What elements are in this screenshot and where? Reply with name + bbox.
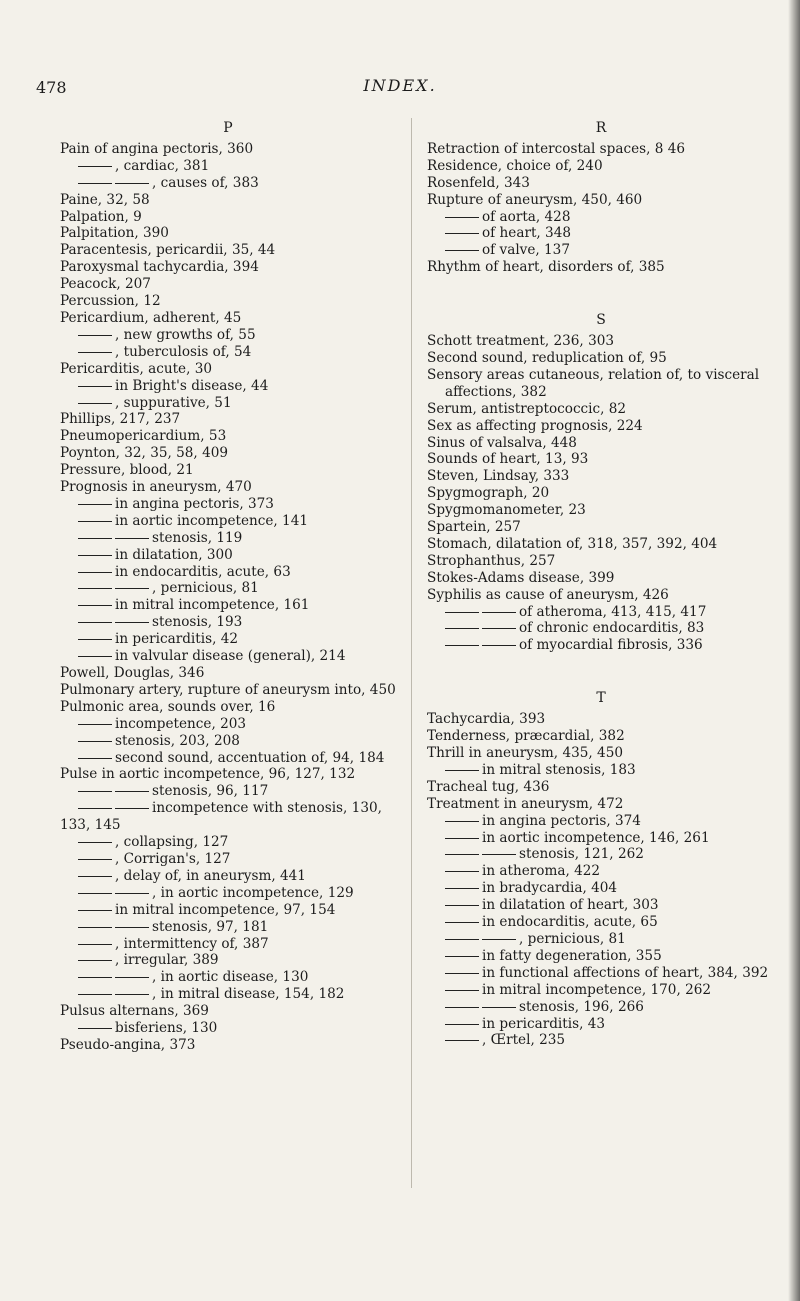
index-entry-text: Tenderness, præcardial, 382: [427, 728, 625, 745]
ditto-dash: [78, 335, 112, 336]
ditto-dash: [445, 939, 479, 940]
running-head: INDEX.: [363, 76, 437, 95]
ditto-dash: [78, 1028, 112, 1029]
ditto-dash: [445, 612, 479, 613]
ditto-dash: [115, 588, 149, 589]
ditto-dash: [445, 973, 479, 974]
index-entry-text: second sound, accentuation of, 94, 184: [115, 749, 385, 766]
ditto-dash: [445, 888, 479, 889]
index-entry: [60, 783, 396, 800]
index-entry: [427, 175, 775, 192]
index-entry-text: in bradycardia, 404: [482, 880, 618, 897]
index-entry: [60, 733, 396, 750]
index-entry-text: Steven, Lindsay, 333: [427, 468, 570, 485]
index-column-left: [60, 120, 396, 1054]
index-entry: [427, 570, 775, 587]
index-entry: [60, 158, 396, 175]
ditto-dash: [78, 944, 112, 945]
index-entry-text: , new growths of, 55: [115, 326, 256, 343]
ditto-dash: [482, 612, 516, 613]
index-entry-text: Pericardium, adherent, 45: [60, 309, 242, 326]
ditto-dash: [78, 166, 112, 167]
index-entry-text: Treatment in aneurysm, 472: [427, 795, 624, 812]
index-entry-text: of heart, 348: [482, 225, 571, 242]
index-entry-text: in endocarditis, acute, 65: [482, 914, 658, 931]
index-entry: [427, 333, 775, 350]
index-entry: [427, 158, 775, 175]
ditto-dash: [78, 572, 112, 573]
index-entry: [427, 451, 775, 468]
ditto-dash: [445, 628, 479, 629]
index-entry-text: , in aortic disease, 130: [152, 969, 309, 986]
index-entry: [60, 445, 396, 462]
ditto-dash: [78, 639, 112, 640]
ditto-dash: [78, 977, 112, 978]
index-entry-text: Rhythm of heart, disorders of, 385: [427, 259, 665, 276]
index-entry: [60, 919, 396, 936]
index-entry: [60, 766, 396, 783]
index-entry-text: Percussion, 12: [60, 293, 161, 310]
ditto-dash: [115, 808, 149, 809]
ditto-dash: [115, 893, 149, 894]
index-entry: [60, 310, 396, 327]
index-entry-text: , causes of, 383: [152, 174, 259, 191]
index-entry: [60, 665, 396, 682]
index-entry: [60, 564, 396, 581]
ditto-dash: [445, 250, 479, 251]
ditto-dash: [445, 922, 479, 923]
index-entry-text: in pericarditis, 42: [115, 631, 239, 648]
index-entry-text: Second sound, reduplication of, 95: [427, 349, 667, 366]
index-entry-text: in dilatation, 300: [115, 546, 233, 563]
index-entry-text: in pericarditis, 43: [482, 1015, 606, 1032]
index-entry: [427, 435, 775, 452]
index-entry: [427, 965, 775, 982]
index-entry: [60, 936, 396, 953]
index-entry: [60, 361, 396, 378]
index-entry: [60, 834, 396, 851]
index-entry: [60, 395, 396, 412]
ditto-dash: [78, 910, 112, 911]
index-entry: [60, 1037, 396, 1054]
ditto-dash: [78, 352, 112, 353]
ditto-dash: [78, 876, 112, 877]
index-entry-text: incompetence, 203: [115, 715, 247, 732]
index-entry-text: Peacock, 207: [60, 276, 151, 293]
index-entry: [427, 880, 775, 897]
ditto-dash: [445, 990, 479, 991]
ditto-dash: [78, 842, 112, 843]
ditto-dash: [78, 538, 112, 539]
index-entry: [60, 868, 396, 885]
index-entry: [60, 141, 396, 158]
index-entry-text: in mitral incompetence, 161: [115, 597, 310, 614]
index-entry-text: , tuberculosis of, 54: [115, 343, 252, 360]
index-entry-text: bisferiens, 130: [115, 1020, 218, 1037]
ditto-dash: [78, 893, 112, 894]
index-entry: [60, 513, 396, 530]
index-entry-text: of chronic endocarditis, 83: [519, 620, 705, 637]
ditto-dash: [482, 854, 516, 855]
column-divider: [411, 118, 412, 1188]
ditto-dash: [78, 994, 112, 995]
index-entry-text: Stokes-Adams disease, 399: [427, 569, 615, 586]
ditto-dash: [78, 741, 112, 742]
index-entry-text: stenosis, 121, 262: [519, 846, 644, 863]
ditto-dash: [78, 588, 112, 589]
ditto-dash: [78, 927, 112, 928]
index-entry: [427, 192, 775, 209]
ditto-dash: [115, 791, 149, 792]
index-entry: [427, 982, 775, 999]
index-entry-text: Tracheal tug, 436: [427, 778, 550, 795]
index-entry: [427, 863, 775, 880]
section-letter: P: [223, 120, 233, 136]
index-entry-text: stenosis, 193: [152, 614, 243, 631]
index-entry-text: in angina pectoris, 374: [482, 812, 641, 829]
index-entry: [60, 209, 396, 226]
index-entry-text: Pulsus alternans, 369: [60, 1003, 209, 1020]
index-entry-text: Schott treatment, 236, 303: [427, 333, 615, 350]
index-entry: [427, 536, 775, 553]
index-entry: [60, 716, 396, 733]
index-entry-text: Tachycardia, 393: [427, 711, 546, 728]
section-gap: [427, 654, 775, 690]
index-entry-text: Sounds of heart, 13, 93: [427, 451, 589, 468]
index-entry-text: Paine, 32, 58: [60, 191, 150, 208]
index-entry-text: , delay of, in aneurysm, 441: [115, 867, 306, 884]
index-entry-text: Spygmomanometer, 23: [427, 502, 586, 519]
index-entry-text: Pulmonic area, sounds over, 16: [60, 698, 276, 715]
index-entry-text: Spartein, 257: [427, 519, 521, 536]
ditto-dash: [78, 504, 112, 505]
index-entry-text: in fatty degeneration, 355: [482, 947, 662, 964]
index-entry: [60, 327, 396, 344]
index-entry: [427, 1032, 775, 1049]
index-entry-text: of aorta, 428: [482, 208, 571, 225]
index-entry: [60, 411, 396, 428]
index-entry: [427, 846, 775, 863]
ditto-dash: [115, 183, 149, 184]
ditto-dash: [482, 939, 516, 940]
index-entry: [60, 276, 396, 293]
index-entry: [427, 914, 775, 931]
index-entry-text: Pseudo-angina, 373: [60, 1036, 196, 1053]
ditto-dash: [445, 1040, 479, 1041]
ditto-dash: [115, 538, 149, 539]
index-entry: [60, 969, 396, 986]
ditto-dash: [78, 521, 112, 522]
ditto-dash: [78, 758, 112, 759]
index-entry: [60, 597, 396, 614]
index-entry: [427, 897, 775, 914]
index-entry-text: in endocarditis, acute, 63: [115, 563, 291, 580]
index-entry: [60, 750, 396, 767]
index-entry: [60, 986, 396, 1003]
index-entry: [427, 620, 775, 637]
ditto-dash: [78, 403, 112, 404]
index-entry: [60, 496, 396, 513]
index-entry-text: , intermittency of, 387: [115, 935, 269, 952]
index-entry-text: , pernicious, 81: [152, 580, 259, 597]
ditto-dash: [78, 656, 112, 657]
index-entry-text: , in mitral disease, 154, 182: [152, 986, 345, 1003]
index-entry-text: , irregular, 389: [115, 952, 219, 969]
section-gap: [427, 276, 775, 312]
index-entry: [427, 813, 775, 830]
index-entry: [60, 428, 396, 445]
index-entry: [60, 175, 396, 192]
index-entry-text: Pericarditis, acute, 30: [60, 360, 213, 377]
index-entry: [60, 242, 396, 259]
index-entry-text: in Bright's disease, 44: [115, 377, 269, 394]
ditto-dash: [78, 386, 112, 387]
index-entry: [60, 885, 396, 902]
ditto-dash: [445, 770, 479, 771]
index-entry: [60, 293, 396, 310]
index-entry-text: Thrill in aneurysm, 435, 450: [427, 745, 623, 761]
index-entry-text: Palpitation, 390: [60, 225, 169, 242]
index-entry: [427, 468, 775, 485]
index-entry: [60, 851, 396, 868]
index-entry-text: Strophanthus, 257: [427, 552, 556, 569]
index-entry-text: Paracentesis, pericardii, 35, 44: [60, 242, 276, 259]
index-entry-text: Residence, choice of, 240: [427, 157, 603, 174]
index-entry-text: in aortic incompetence, 141: [115, 512, 309, 529]
index-entry: [60, 462, 396, 479]
index-entry: [60, 259, 396, 276]
ditto-dash: [78, 791, 112, 792]
index-entry: [60, 631, 396, 648]
index-entry: [427, 502, 775, 519]
index-entry-text: , Œrtel, 235: [482, 1032, 566, 1049]
index-entry: [427, 779, 775, 796]
index-entry: [427, 762, 775, 779]
index-entry: [60, 547, 396, 564]
index-entry: [427, 242, 775, 259]
ditto-dash: [78, 605, 112, 606]
ditto-dash: [78, 808, 112, 809]
index-entry: [60, 344, 396, 361]
index-entry: [427, 999, 775, 1016]
ditto-dash: [78, 183, 112, 184]
index-entry: [60, 530, 396, 547]
index-entry-text: Sex as affecting prognosis, 224: [427, 417, 643, 434]
index-entry: [60, 902, 396, 919]
index-entry-text: Rupture of aneurysm, 450, 460: [427, 191, 643, 208]
index-entry-text: in mitral incompetence, 97, 154: [115, 901, 336, 918]
ditto-dash: [482, 1007, 516, 1008]
index-entry-text: in angina pectoris, 373: [115, 495, 274, 512]
index-entry-text: Pneumopericardium, 53: [60, 428, 227, 445]
page-number: 478: [36, 78, 67, 97]
index-entry-text: , cardiac, 381: [115, 157, 210, 174]
index-entry-text: Phillips, 217, 237: [60, 411, 181, 428]
index-entry-text: , Corrigan's, 127: [115, 850, 231, 867]
index-entry: [60, 682, 396, 699]
index-entry-text: Stomach, dilatation of, 318, 357, 392, 404: [427, 535, 718, 552]
ditto-dash: [115, 994, 149, 995]
index-entry-text: Poynton, 32, 35, 58, 409: [60, 445, 229, 462]
ditto-dash: [445, 821, 479, 822]
index-entry: [427, 259, 775, 276]
index-entry-text: , in aortic incompetence, 129: [152, 884, 354, 901]
index-entry: [427, 519, 775, 536]
ditto-dash: [445, 1024, 479, 1025]
index-entry: [60, 648, 396, 665]
index-entry: [60, 952, 396, 969]
index-entry: [427, 711, 775, 728]
ditto-dash: [482, 628, 516, 629]
index-entry-text: stenosis, 196, 266: [519, 998, 644, 1015]
index-entry-text: Paroxysmal tachycardia, 394: [60, 259, 259, 276]
index-entry: [427, 830, 775, 847]
index-entry: [60, 614, 396, 631]
index-entry: [60, 699, 396, 716]
ditto-dash: [115, 927, 149, 928]
index-entry-text: , collapsing, 127: [115, 834, 229, 851]
index-entry: [60, 378, 396, 395]
index-entry: [427, 745, 775, 762]
index-entry-text: in atheroma, 422: [482, 863, 601, 880]
index-entry-text: Spygmograph, 20: [427, 485, 550, 502]
index-entry: [60, 800, 396, 834]
index-entry-text: Sensory areas cutaneous, relation of, to visceral affections, 382: [427, 366, 760, 400]
section-letter: S: [596, 312, 606, 329]
index-entry-text: Pulmonary artery, rupture of aneurysm into, 450: [60, 681, 396, 698]
index-entry: [60, 1020, 396, 1037]
ditto-dash: [445, 905, 479, 906]
index-entry: [427, 485, 775, 502]
index-entry: [427, 553, 775, 570]
index-entry-text: Prognosis in aneurysm, 470: [60, 479, 252, 496]
index-entry: [60, 479, 396, 496]
index-entry-text: Sinus of valsalva, 448: [427, 434, 577, 451]
index-entry-text: incompetence with stenosis, 130, 133, 145: [60, 800, 382, 834]
ditto-dash: [445, 217, 479, 218]
index-entry-text: in valvular disease (general), 214: [115, 648, 346, 665]
index-entry-text: , suppurative, 51: [115, 394, 232, 411]
ditto-dash: [445, 838, 479, 839]
index-entry: [427, 1016, 775, 1033]
index-entry: [427, 796, 775, 813]
ditto-dash: [445, 645, 479, 646]
index-entry-text: in mitral incompetence, 170, 262: [482, 981, 712, 998]
index-entry-text: stenosis, 96, 117: [152, 783, 269, 800]
index-entry: [427, 401, 775, 418]
index-entry-text: Pressure, blood, 21: [60, 462, 194, 479]
index-entry: [60, 1003, 396, 1020]
ditto-dash: [78, 622, 112, 623]
section-letter: R: [595, 120, 607, 136]
index-entry-text: in mitral stenosis, 183: [482, 761, 636, 778]
page-edge-shadow: [788, 0, 800, 1301]
index-entry-text: in functional affections of heart, 384, 392: [482, 964, 769, 981]
index-entry-text: of atheroma, 413, 415, 417: [519, 603, 707, 620]
index-entry: [427, 225, 775, 242]
ditto-dash: [78, 724, 112, 725]
ditto-dash: [78, 859, 112, 860]
ditto-dash: [445, 956, 479, 957]
index-entry-text: Retraction of intercostal spaces, 8 46: [427, 140, 686, 157]
index-entry: [427, 728, 775, 745]
index-entry-text: stenosis, 119: [152, 529, 243, 546]
index-entry: [427, 141, 775, 158]
index-entry-text: , pernicious, 81: [519, 930, 626, 947]
ditto-dash: [482, 645, 516, 646]
ditto-dash: [445, 233, 479, 234]
index-entry: [427, 604, 775, 621]
index-entry-text: of myocardial fibrosis, 336: [519, 637, 703, 654]
index-entry-text: stenosis, 97, 181: [152, 918, 269, 935]
index-entry: [60, 580, 396, 597]
ditto-dash: [445, 854, 479, 855]
index-column-right: [427, 120, 775, 1049]
index-entry: [427, 418, 775, 435]
index-entry-text: Powell, Douglas, 346: [60, 665, 205, 681]
index-entry-text: Serum, antistreptococcic, 82: [427, 400, 627, 417]
index-entry: [427, 350, 775, 367]
index-entry: [427, 948, 775, 965]
index-entry: [427, 587, 775, 604]
index-entry-text: Syphilis as cause of aneurysm, 426: [427, 586, 669, 603]
index-entry-text: in dilatation of heart, 303: [482, 897, 659, 914]
index-entry-text: Pulse in aortic incompetence, 96, 127, 132: [60, 766, 356, 783]
index-entry-text: Pain of angina pectoris, 360: [60, 140, 254, 157]
index-entry: [60, 192, 396, 209]
index-entry-text: Palpation, 9: [60, 208, 142, 225]
ditto-dash: [78, 960, 112, 961]
index-entry-text: stenosis, 203, 208: [115, 732, 240, 749]
index-entry-text: Rosenfeld, 343: [427, 174, 530, 191]
index-entry: [427, 637, 775, 654]
ditto-dash: [445, 1007, 479, 1008]
index-entry-text: of valve, 137: [482, 242, 570, 259]
ditto-dash: [115, 977, 149, 978]
index-entry: [427, 931, 775, 948]
section-letter: T: [596, 690, 606, 707]
ditto-dash: [115, 622, 149, 623]
index-entry-text: in aortic incompetence, 146, 261: [482, 829, 710, 846]
ditto-dash: [78, 555, 112, 556]
index-entry: [427, 209, 775, 226]
index-entry: [60, 225, 396, 242]
index-entry: [427, 367, 775, 401]
ditto-dash: [445, 871, 479, 872]
